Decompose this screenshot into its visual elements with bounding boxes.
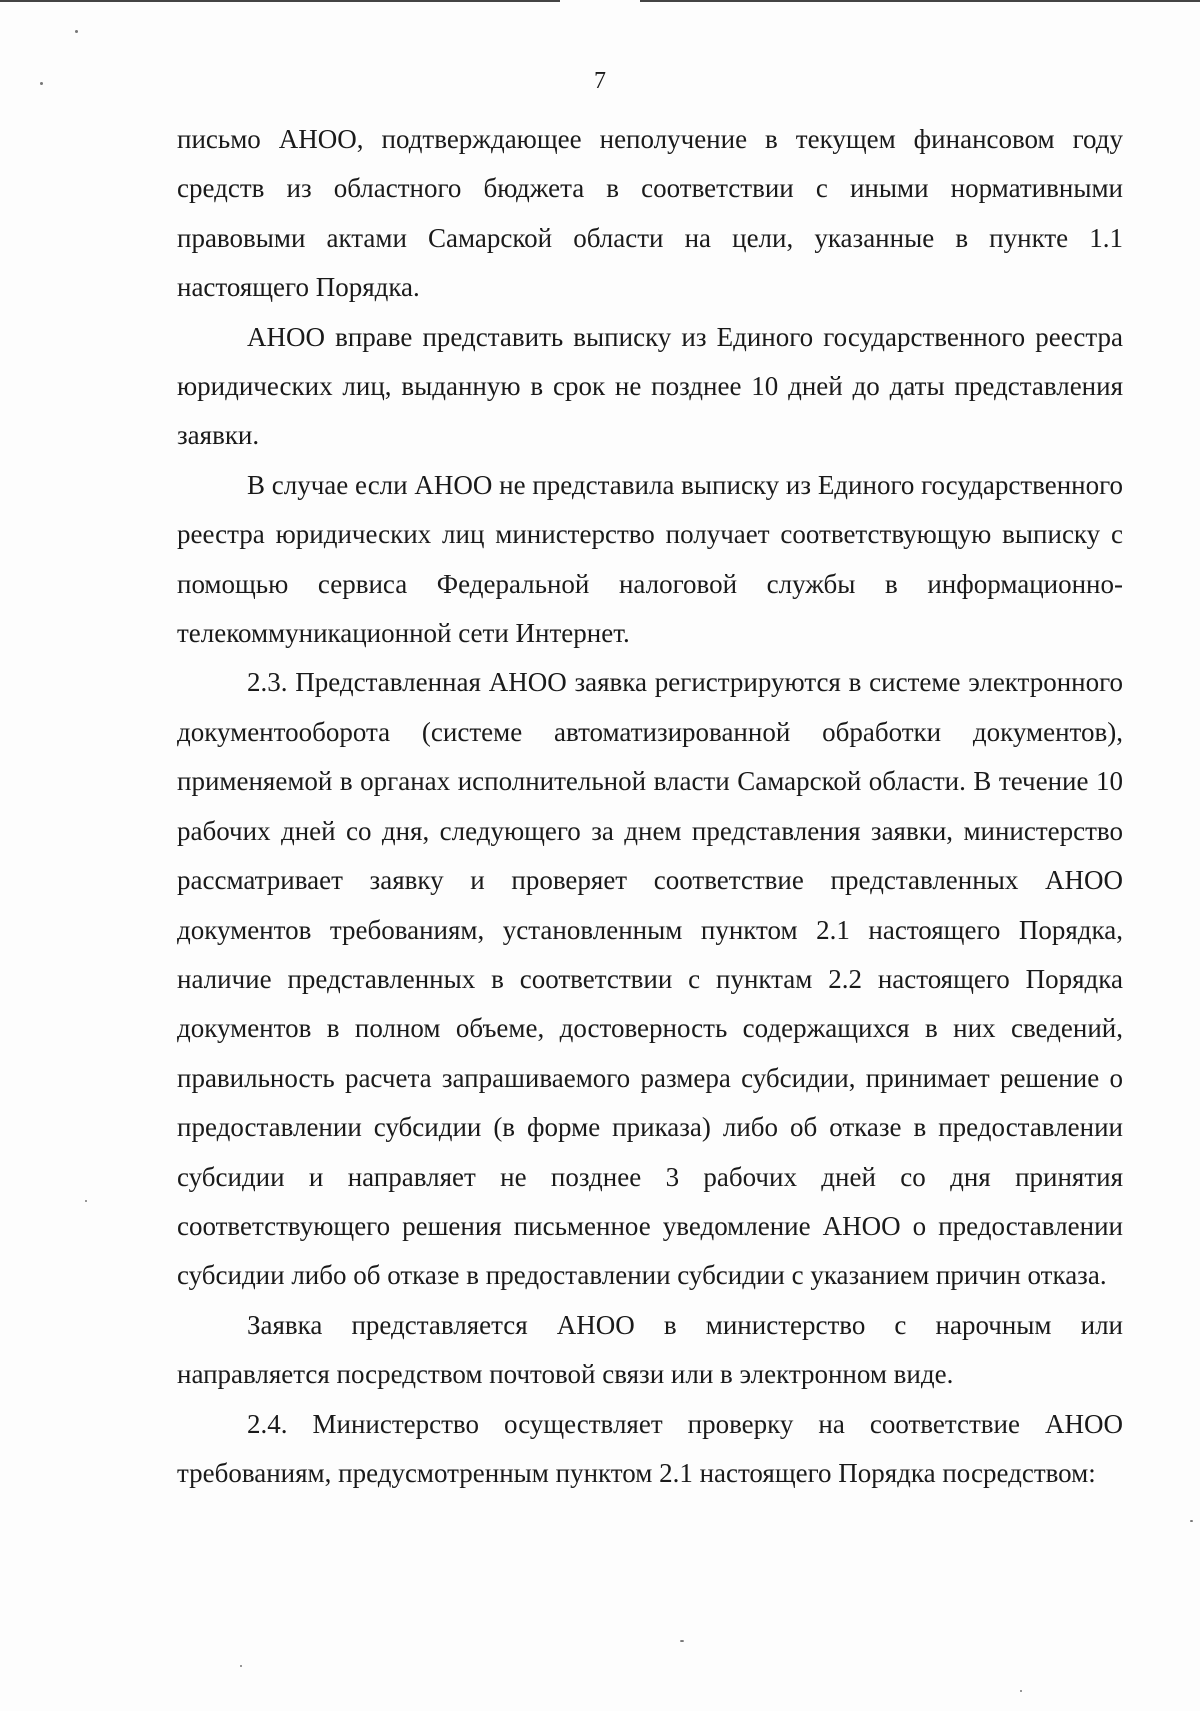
- top-border-line: [640, 0, 1200, 2]
- page-number: 7: [594, 68, 606, 94]
- scan-speck: [75, 30, 78, 33]
- scan-speck: [85, 1200, 87, 1202]
- top-border-line: [0, 0, 560, 2]
- scan-speck: [240, 1665, 242, 1667]
- scan-speck: [1020, 1690, 1022, 1692]
- paragraph-egrul-extract: АНОО вправе представить выписку из Единого государственного реестра юридических лиц, выданную в срок не позднее 10 дней до даты представления заявки.: [177, 321, 1123, 451]
- paragraph-continuation: письмо АНОО, подтверждающее неполучение в текущем финансовом году средств из областного бюджета в соответствии с иными нормативными правовыми актами Самарской области на цели, указанные в пункте 1.1 настоящего Порядка.: [177, 124, 1123, 303]
- paragraph-application-submission: Заявка представляется АНОО в министерство с нарочным или направляется посредством почтовой связи или в электронном виде.: [177, 1309, 1123, 1390]
- paragraph-2-3: 2.3. Представленная АНОО заявка регистрируются в системе электронного документооборота (системе автоматизированной обработки документов), применяемой в органах исполнительной власти Самарской области. В течение 10 рабочих дней со дня, следующего за днем представления заявки, министерство рассматривает заявку и проверяет соответствие представленных АНОО документов требованиям, установленным пунктом 2.1 настоящего Порядка, наличие представленных в соответствии с пунктам 2.2 настоящего Порядка документов в полном объеме, достоверность содержащихся в них сведений, правильность расчета запрашиваемого размера субсидии, принимает решение о предоставлении субсидии (в форме приказа) либо об отказе в предоставлении субсидии и направляет не позднее 3 рабочих дней со дня принятия соответствующего решения письменное уведомление АНОО о предоставлении субсидии либо об отказе в предоставлении субсидии с указанием причин отказа.: [177, 667, 1123, 1291]
- scan-speck: [1190, 1520, 1193, 1522]
- paragraph-fns-service: В случае если АНОО не представила выписку из Единого государственного реестра юридических лиц министерство получает соответствующую выписку с помощью сервиса Федеральной налоговой службы в информационно-телекоммуникационной сети Интернет.: [177, 469, 1123, 649]
- scan-speck: [40, 82, 43, 85]
- scan-speck: [680, 1640, 684, 1642]
- document-body: [177, 115, 1123, 1498]
- paragraph-2-4: 2.4. Министерство осуществляет проверку на соответствие АНОО требованиям, предусмотренным пунктом 2.1 настоящего Порядка посредством:: [177, 1408, 1123, 1488]
